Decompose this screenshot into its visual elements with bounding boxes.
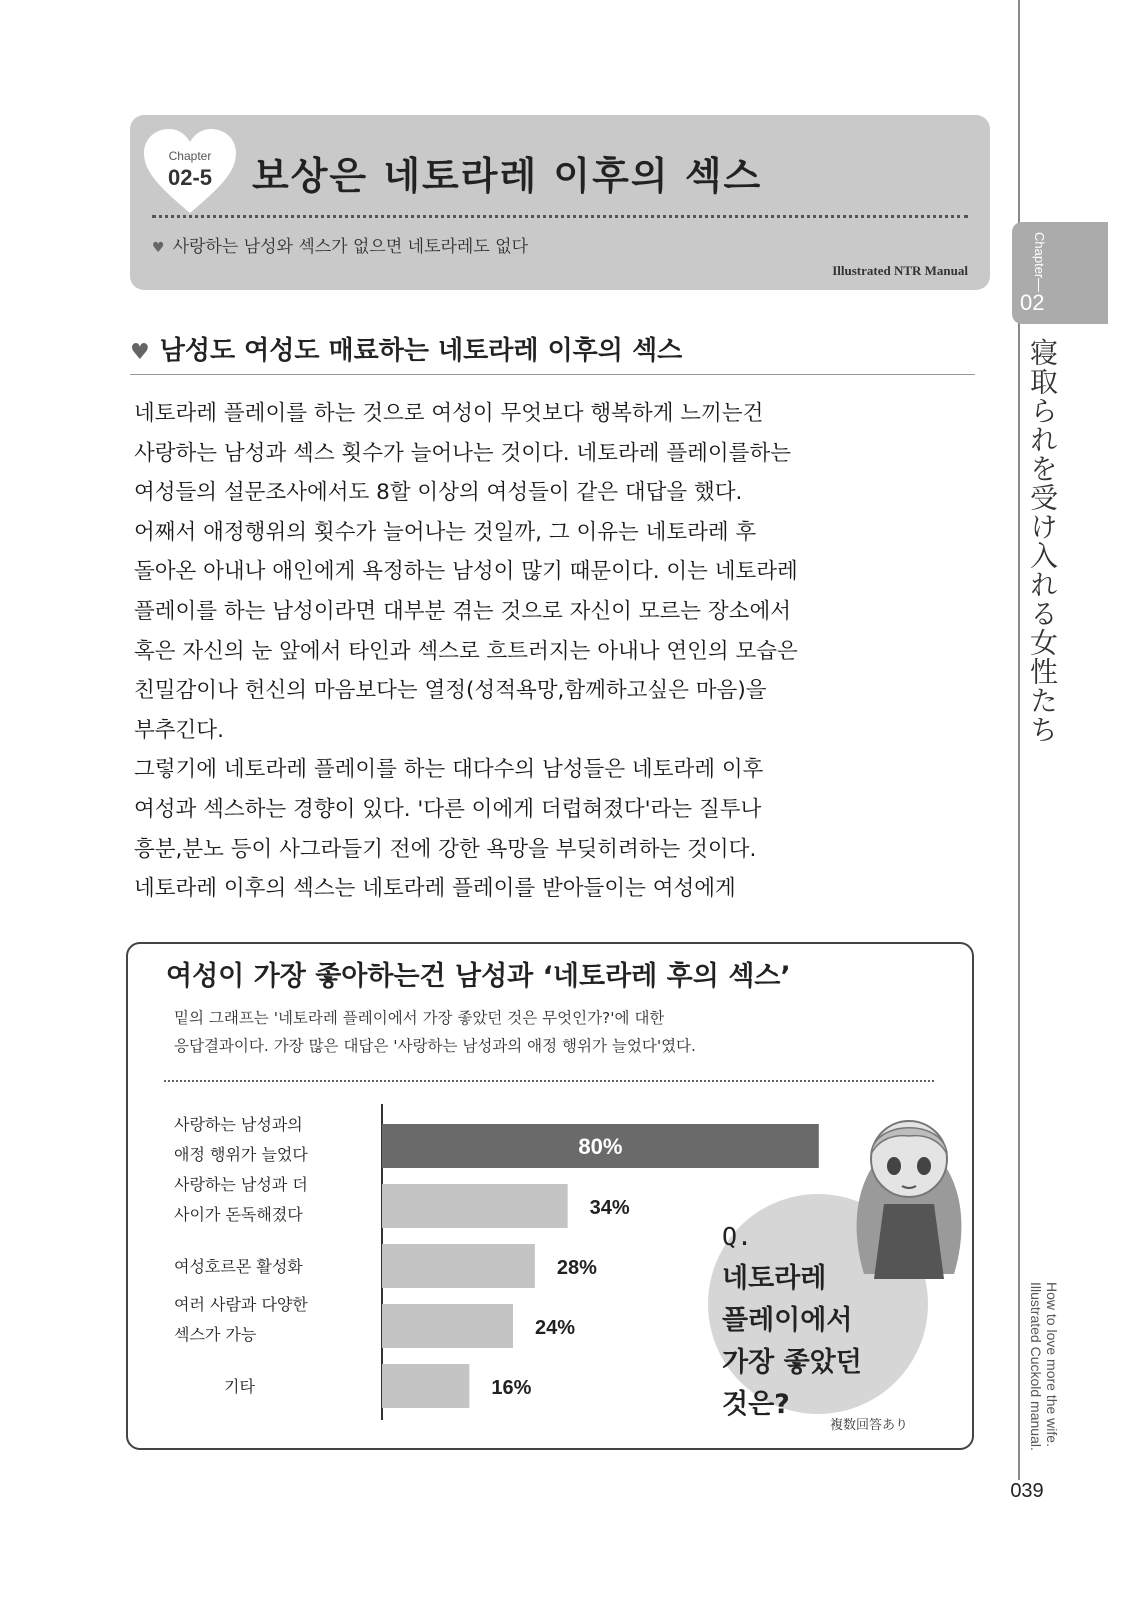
sidebar-english-line2: Illustrated Cuckold manual. [1028,1282,1044,1451]
body-line: 흥분,분노 등이 사그라들기 전에 강한 욕망을 부딪히려하는 것이다. [134,836,757,862]
question-text [722,1216,862,1426]
body-line: 네토라레 이후의 섹스는 네토라레 플레이를 받아들이는 여성에게 [134,876,736,902]
section-divider [130,374,975,375]
sidebar-chapter-number: 02 [1020,290,1045,315]
chapter-number: 02-5 [167,165,213,190]
sidebar-english-title [1028,1282,1060,1451]
body-line: 여성과 섹스하는 경향이 있다. '다른 이에게 더럽혀졌다'라는 질투나 [134,796,762,822]
heart-bullet-icon: ♥ [130,340,150,365]
body-line: 네토라레 플레이를 하는 것으로 여성이 무엇보다 행복하게 느끼는건 [134,401,764,426]
question-mark: Q. [722,1222,753,1251]
question-line: 것은? [722,1389,790,1420]
chart-title: 여성이 가장 좋아하는건 남성과 ‘네토라레 후의 섹스’ [166,961,791,992]
section-heading-text: 남성도 여성도 매료하는 네토라레 이후의 섹스 [159,336,683,366]
chart-category-label: 여성호르몬 활성화 [174,1257,303,1276]
body-line: 어째서 애정행위의 횟수가 늘어나는 것일까, 그 이유는 네토라레 후 [134,519,757,545]
survey-chart-box [126,942,974,1450]
body-line: 그렇기에 네토라레 플레이를 하는 대다수의 남성들은 네토라레 이후 [134,757,764,783]
chart-bar [382,1304,513,1348]
chart-category-label: 여러 사람과 다양한 [174,1295,308,1314]
chart-value-label: 80% [578,1134,623,1159]
sidebar-chapter-tab [1012,222,1108,324]
chart-category-label: 기타 [224,1377,255,1396]
chart-category-label: 애정 행위가 늘었다 [174,1145,308,1164]
body-line: 사랑하는 남성과 섹스 횟수가 늘어나는 것이다. 네토라레 플레이를하는 [134,440,791,466]
chart-bar [382,1184,568,1228]
body-line: 친밀감이나 헌신의 마음보다는 열정(성적욕망,함께하고싶은 마음)을 [134,678,767,704]
question-line: 플레이에서 [722,1305,853,1336]
body-line: 부추긴다. [134,717,224,743]
chapter-title: 보상은 네토라레 이후의 섹스 [252,154,763,198]
chart-value-label: 34% [589,1197,630,1219]
chart-description-line1: 밑의 그래프는 '네토라레 플레이에서 가장 좋았던 것은 무엇인가?'에 대한 [174,1009,665,1027]
sidebar-japanese-title: 寝取られを受け入れる女性たち [1026,338,1059,744]
heart-bullet-icon: ♥ [152,240,165,256]
chart-category-label: 사이가 돈독해졌다 [174,1205,303,1224]
sidebar-chapter-label: Chapter [1032,232,1047,279]
page-number: 039 [1010,1480,1044,1502]
chart-bar [382,1244,535,1288]
body-line: 플레이를 하는 남성이라면 대부분 겪는 것으로 자신이 모르는 장소에서 [134,598,791,624]
chapter-subtitle-text: 사랑하는 남성와 섹스가 없으면 네토라레도 없다 [172,237,529,257]
chart-value-label: 24% [535,1317,576,1339]
body-text [134,394,984,909]
body-line: 혹은 자신의 눈 앞에서 타인과 섹스로 흐트러지는 아내나 연인의 모습은 [134,638,798,664]
chapter-heart-badge [142,127,238,217]
question-line: 가장 좋았던 [722,1347,862,1378]
chart-value-label: 16% [491,1377,532,1399]
manual-label: Illustrated NTR Manual [832,263,968,278]
anime-girl-illustration [844,1104,974,1284]
multiple-answers-note: 複数回答あり [830,1418,909,1433]
sidebar-english-line1: How to love more the wife. [1044,1282,1060,1447]
section-heading [130,330,682,367]
chapter-subtitle [152,232,528,257]
chart-category-label: 사랑하는 남성과의 [174,1115,303,1134]
body-line: 돌아온 아내나 애인에게 욕정하는 남성이 많기 때문이다. 이는 네토라레 [134,559,798,585]
chart-category-label: 섹스가 가능 [174,1325,257,1344]
body-line: 여성들의 설문조사에서도 8할 이상의 여성들이 같은 대답을 했다. [134,480,743,506]
chart-category-label: 사랑하는 남성과 더 [174,1175,308,1194]
chapter-header [130,115,990,290]
chart-value-label: 28% [556,1257,597,1279]
header-divider [152,215,968,218]
chart-bar [382,1364,469,1408]
chapter-label: Chapter [168,149,212,163]
chart-description-line2: 응답결과이다. 가장 많은 대답은 '사랑하는 남성과의 애정 행위가 늘었다'였다. [174,1037,696,1055]
question-line: 네토라레 [722,1263,827,1294]
